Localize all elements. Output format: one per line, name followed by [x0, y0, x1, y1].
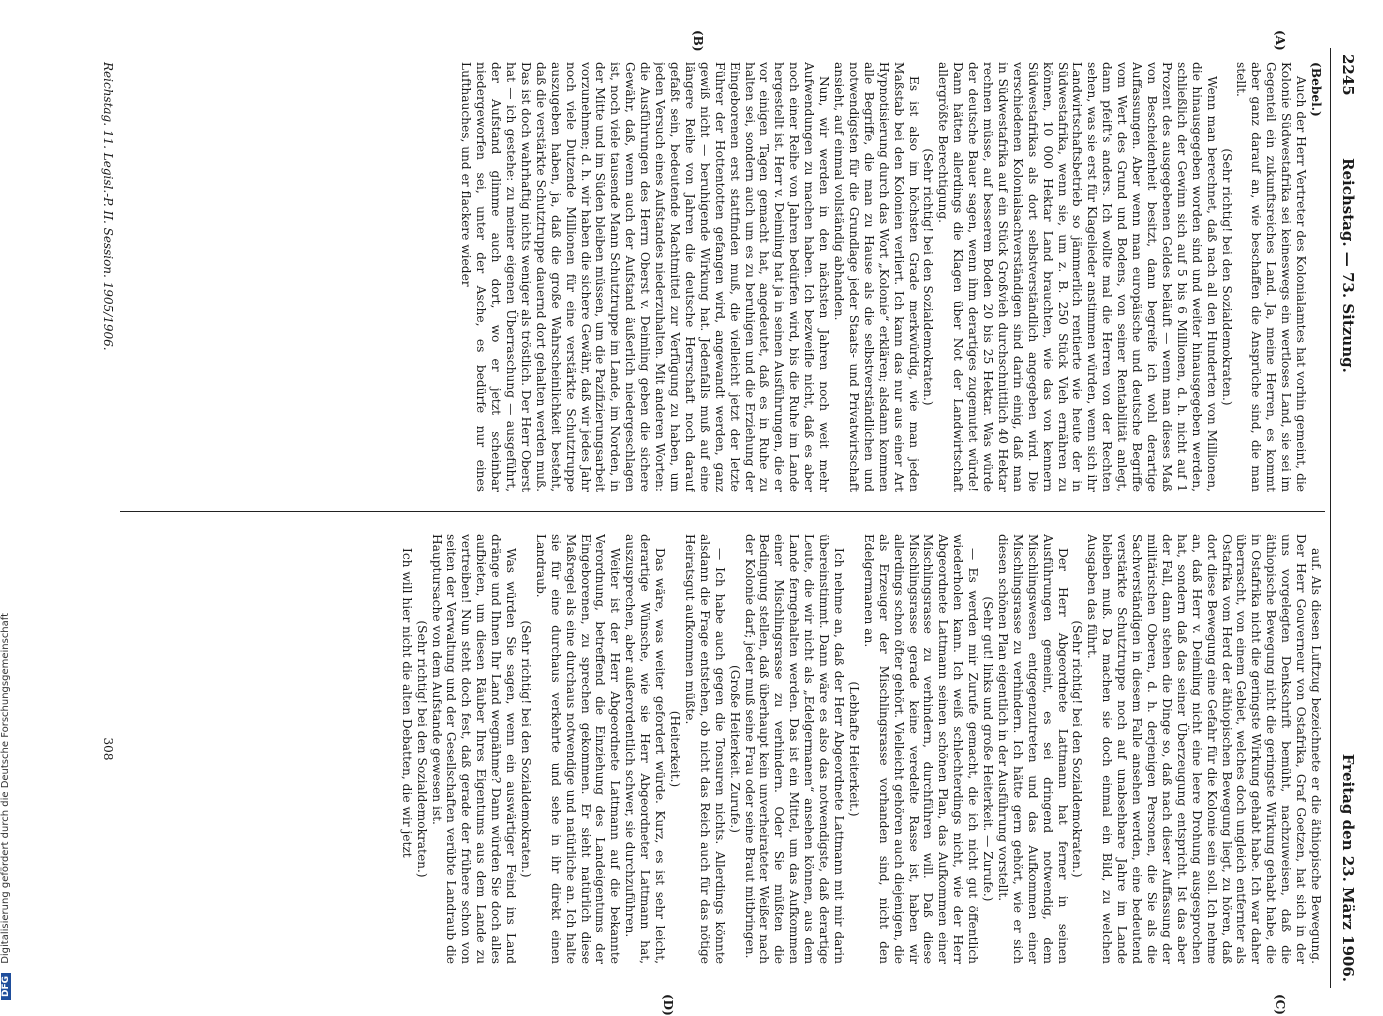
right-column — [123, 534, 1323, 964]
footer-session-info: Reichstag. 11. Legisl.-P. II. Session. 1905/1906. — [101, 62, 115, 351]
footer-sheet-number: 308 — [101, 737, 115, 761]
paragraph: — Ich habe auch gegen die Tonsuren nichts. Allerdings könnte alsdann die Frage entstehen, ob nicht das Reich auch für das nötige Heiratsgut aufkommen müßte. — [682, 534, 727, 964]
paragraph: (Große Heiterkeit. Zurufe.) — [727, 664, 742, 834]
paragraph: (Sehr richtig! bei den Sozialdemokraten.) — [414, 620, 429, 878]
margin-marker-a: (A) — [1273, 30, 1287, 51]
column-divider — [120, 511, 1325, 512]
paragraph: (Sehr richtig! bei den Sozialdemokraten.) — [518, 620, 533, 878]
dfg-logo: DFG — [1, 973, 11, 1000]
paragraph: (Sehr richtig! bei den Sozialdemokraten.) — [1219, 148, 1234, 406]
document-page — [75, 30, 1365, 1016]
margin-marker-d: (D) — [661, 994, 675, 1016]
paragraph: Was würden Sie sagen, wenn ein auswärtiger Feind ins Land dränge und Ihnen Ihr Land wegnähme? Dann würden Sie doch alles aufbieten, um diesen Räuber Ihres Eigentums aus dem Lande zu vertreiben! Nun steht doch fest, daß gerade der frühere schon von seiten der Verwaltung und der Gesellschaften verübte Landraub die Hauptursache von dem Aufstande gewesen ist. — [429, 534, 519, 964]
paragraph: Auch der Herr Vertreter des Kolonialamtes hat vorhin gemeint, die Kolonie Südwestafrika sei keineswegs ein wertloses Land, sie sei im Gegenteil ein zukunftsreiches Land. Ja, meine Herren, es kommt aber ganz darauf an, wie beschaffen die Ansprüche sind, die man stellt. — [1234, 62, 1309, 492]
paragraph: Ich nehme an, daß der Herr Abgeordnete Lattmann mit mir darin übereinstimmt. Dann wäre es also das notwendigste, daß derartige Leute, die wir nicht als „Edelgermanen“ ansehen können, aus dem Lande ferngehalten werden. Das ist ein Mittel, um das Aufkommen einer Mischlingsrasse zu verhindern. Oder Sie müßten die Bedingung stellen, daß überhaupt kein unverheirateter Weißer nach der Kolonie darf; jeder muß seine Frau oder seine Braut mitbringen. — [742, 534, 846, 964]
margin-marker-b: (B) — [691, 30, 705, 52]
paragraph: (Sehr gut! links und große Heiterkeit. — Zurufe.) — [981, 596, 996, 902]
paragraph: auf. Als diesen Luftzug bezeichnete er die äthiopische Bewegung. Der Herr Gouverneur von Ostafrika, Graf Goetzen, hat sich in der uns vorgelegten Denkschrift bemüht, nachzuweisen, daß die äthiopische Bewegung nicht die geringste Wirkung gehabt habe, die in Ostafrika nicht die geringste Wirkung gehabt habe. Ich war daher überrascht, von einem Gebiet, welches doch ungleich entfernter als Ostafrika vom Herd der äthiopischen Bewegung liegt, zu hören, daß dort diese Bewegung eine Gefahr für die Kolonie sein soll. Ich nehme an, daß Herr v. Deimling nicht eine leere Drohung ausgesprochen hat, sondern daß das seiner Überzeugung entspricht. Ist das aber der Fall, dann stehen die Dinge so, daß nach dieser Auffassung der militärischen Oberen, d. h. derjenigen Personen, die Sie als die Sachverständigen in diesem Falle ansehen werden, eine bedeutend verstärkte Schutztruppe noch auf unabsehbare Jahre im Lande bleiben muß. Da machen sie doch einmal ein Bild, zu welchen Ausgaben das führt. — [1085, 534, 1323, 964]
margin-marker-c: (C) — [1273, 994, 1287, 1015]
header-left-title: Reichstag. — 73. Sitzung. — [1339, 158, 1357, 373]
header-right-title: Freitag den 23. März 1906. — [1339, 753, 1357, 982]
running-header — [1330, 48, 1365, 988]
paragraph: Wenn man berechnet, daß nach all den Hunderten von Millionen, die hinausgegeben worden sind und weiter hinausgegeben werden, schließlich der Gewinn sich auf 5 bis 6 Millionen, d. h. nicht auf 1 Prozent des ausgegebenen Geldes beläuft — wenn man dieses Maß von Bescheidenheit besitzt, dann begreife ich wohl derartige Auffassungen. Aber wenn man europäische und deutsche Begriffe vom Wert des Grund und Bodens, von seiner Rentabilität anlegt, dann pfeift's anders. Ich wollte mal die Herren von der Rechten sehen, was sie erst für Klagelieder anstimmen würden, wenn sich ihr Landwirtschaftsbetrieb so jämmerlich rentierte wie heute der in Südwestafrika, wenn sie, um z. B. 250 Stück Vieh ernähren zu können, 10 000 Hektar Land brauchten, wie das von kennern Südwestafrikas als dort selbstverständlich angegeben wird. Die verschiedenen Kolonialsachverständigen sind darin einig, daß man in Südwestafrika auf ein Stück Großvieh durchschnittlich 40 Hektar rechnen müsse, auf besserem Boden 20 bis 25 Hektar. Was würde der deutsche Bauer sagen, wenn ihm derartiges zugemutet würde! Dann hätten allerdings die Klagen über Not der Landwirtschaft allergrößte Berechtigung. — [936, 62, 1219, 492]
page-number: 2245 — [1339, 54, 1357, 96]
paragraph: Nun, wir werden in den nächsten Jahren noch weit mehr Aufwendungen zu machen haben. Ich bezweifle nicht, daß es aber noch einer Reihe von Jahren bedürfen wird, bis die Ruhe im Lande hergestellt ist. Herr v. Deimling hat ja in seinen Ausführungen, die er vor einigen Tagen gemacht hat, angedeutet, daß es in Ruhe zu halten sei, sondern auch um es zu beruhigen und die Erziehung der Eingeborenen erst stattfinden muß, die vielleicht jetzt der letzte Führer der Hottentotten gefangen wird, angewandt werden, ganz gewiß nicht — beruhigende Wirkung hat. Jedenfalls muß auf eine längere Reihe von Jahren die deutsche Herrschaft noch darauf gefaßt sein, bedeutende Machtmittel zur Verfügung zu haben, um jeden Versuch eines Aufstandes niederzuhalten. Mit anderen Worten: die Ausführungen des Herrn Oberst v. Deimling geben die sichere Gewähr, daß, wenn auch der Aufstand äußerlich niedergeschlagen ist, noch viele tausende Mann Schutztruppe im Lande, im Norden, in der Mitte und im Süden bleiben müssen, um die Pazifizierungsarbeit vorzunehmen; d. h. wir haben die sichere Gewähr, daß wir jedes Jahr noch viele Dutzende Millionen für eine verstärkte Schutztruppe auszugeben haben, ja, daß die große Wahrscheinlichkeit besteht, daß die verstärkte Schutztruppe dauernd dort gehalten werden muß. Das ist doch wahrhaftig nichts weniger als tröstlich. Der Herr Oberst hat — ich gestehe: zu meiner eigenen Überraschung — ausgeführt, der Aufstand glimme auch dort, wo er jetzt scheinbar niedergeworfen sei, unter der Asche, es bedürfe nur eines Lufthauches, und er flackere wieder — [459, 62, 832, 492]
paragraph: Es ist also im höchsten Grade merkwürdig, wie man jeden Maßstab bei den Kolonien verliert. Ich kann das nur aus einer Art Hypnotisierung durch das Wort „Kolonie“ erklären; alsdann kommen alle Begriffe, die man zu Hause als die selbstverständlichen und notwendigsten für die Grundlage jeder Staats- und Privatwirtschaft ansieht, auf einmal vollständig abhanden. — [832, 62, 921, 492]
left-column — [123, 62, 1323, 492]
paragraph: Weiter ist der Herr Abgeordnete Lattmann auf die bekannte Verordnung, betreffend die Einziehung des Landeigentums der Eingeborenen, zu sprechen gekommen. Er sieht natürlich diese Maßregel als eine durchaus notwendige und natürliche an. Ich halte sie für eine durchaus verkehrte und sehe in ihr direkt einen Landraub. — [533, 534, 623, 964]
paragraph: (Lebhafte Heiterkeit.) — [846, 681, 861, 817]
paragraph: (Sehr richtig! bei den Sozialdemokraten.) — [921, 148, 936, 406]
paragraph: (Bebel.) — [1309, 62, 1323, 117]
credit-text: Digitalisierung gefördert durch die Deutsche Forschungsgemeinschaft — [0, 612, 11, 964]
paragraph: — Es werden mir Zurufe gemacht, die ich nicht gut öffentlich wiederholen kann. Ich weiß schlechterdings nicht, wie der Herr Abgeordnete Lattmann seinen schönen Plan, das Aufkommen einer Mischlingsrasse zu verhindern, durchführen will. Daß diese Mischlingsrasse gerade keine veredelte Rasse ist, haben wir allerdings schon öfter gehört. Vielleicht gehören auch diejenigen, die als Erzeuger der Mischlingsrasse vorhanden sind, nicht den Edelgermanen an. — [861, 534, 981, 964]
paragraph: (Sehr richtig! bei den Sozialdemokraten.) — [1070, 620, 1085, 878]
paragraph: Ich will hier nicht die alten Debatten, die wir jetzt — [399, 548, 414, 858]
paragraph: Das wäre, was weiter gefordert würde. Kurz, es ist sehr leicht, derartige Wünsche, wie sie Herr Abgeordneter Lattmann hat, auszusprechen, aber außerordentlich schwer, sie durchzuführen. — [623, 534, 668, 964]
paragraph: Der Herr Abgeordnete Lattmann hat ferner in seinen Ausführungen gemeint, es sei dringend notwendig, dem Mischlingswesen entgegenzutreten und das Aufkommen einer Mischlingsrasse zu verhindern. Ich hätte gern gehört, wie er sich diesen schönen Plan eigentlich in der Ausführung vorstellt. — [995, 534, 1070, 964]
digitization-credit — [0, 580, 22, 1000]
paragraph: (Heiterkeit.) — [668, 710, 683, 788]
